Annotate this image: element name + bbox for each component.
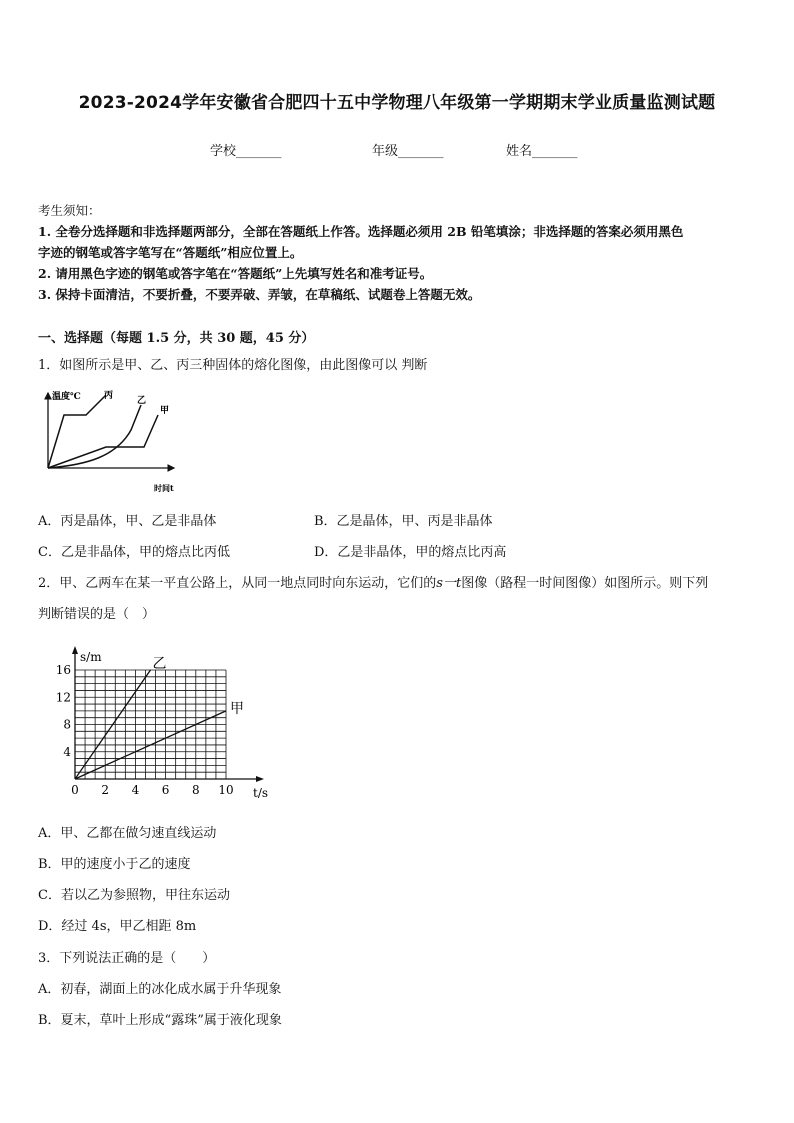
series-label-jia: 甲 [230,700,244,717]
q2-stem-text-end: 图像（路程一时间图像）如图所示。则下列 [461,576,709,591]
q1-stem: 1．如图所示是甲、乙、丙三种固体的熔化图像，由此图像可以 判断 [38,358,428,373]
y-tick-label: 4 [63,744,71,759]
q1-label-bing: 丙 [104,391,114,401]
notice-block [38,200,758,305]
notice-item-1-cont: 字迹的钢笔或答字笔写在“答题纸”相应位置上。 [38,245,303,260]
x-tick-label: 6 [161,783,170,797]
q1-melting-graph [36,385,186,495]
x-tick-label: 0 [71,783,79,797]
q1-curve-jia [48,415,158,468]
x-tick-label: 8 [191,783,200,797]
q1-option-d: D．乙是非晶体，甲的熔点比丙高 [314,545,507,560]
q2-stem-text: 2．甲、乙两车在某一平直公路上，从同一地点同时向东运动，它们的 [38,576,437,591]
section-heading: 一、选择题（每题 1.5 分，共 30 题，45 分） [38,331,315,346]
q1-option-a: A．丙是晶体，甲、乙是非晶体 [38,514,217,529]
y-axis-arrow-icon [72,646,78,654]
q2-st-chart [40,645,280,805]
q2-option-b: B．甲的速度小于乙的速度 [38,857,191,872]
y-tick-label: 16 [55,663,71,677]
q1-y-label: 温度℃ [52,392,81,402]
q2-option-c: C．若以乙为参照物，甲往东运动 [38,888,230,903]
q1-x-label: 时间t [154,483,174,493]
notice-item-1: 1. 全卷分选择题和非选择题两部分，全部在答题纸上作答。选择题必须用 2B 铅笔填涂；非选择题的答案必须用黑色 [38,224,684,239]
x-tick-label: 4 [131,783,140,797]
q1-option-c: C．乙是非晶体，甲的熔点比丙低 [38,545,230,560]
notice-item-2: 2. 请用黑色字迹的钢笔或答字笔在“答题纸”上先填写姓名和准考证号。 [38,266,433,281]
x-axis-label: t/s [253,786,269,800]
page-title: 2023-2024学年安徽省合肥四十五中学物理八年级第一学期期末学业质量监测试题 [78,93,716,113]
chart-ticks [56,663,234,797]
y-axis-label: s/m [80,650,102,664]
q2-option-d: D．经过 4s，甲乙相距 8m [38,919,197,934]
q3-option-a: A．初春，湖面上的冰化成水属于升华现象 [38,982,282,997]
school-field: 学校_______ [210,144,282,159]
q3-option-b: B．夏末，草叶上形成“露珠”属于液化现象 [38,1013,282,1028]
q2-stem-st: s一t [436,576,462,591]
q3-stem: 3．下列说法正确的是（ ） [38,951,216,966]
q2-stem-line2: 判断错误的是（ ） [38,607,156,622]
x-axis-arrow-icon [256,776,264,782]
x-tick-label: 10 [218,783,234,797]
q1-label-jia: 甲 [160,406,170,416]
q1-curve-yi [48,405,141,468]
q2-stem-line1 [38,572,768,591]
name-field: 姓名_______ [506,144,578,159]
y-tick-label: 8 [63,717,71,732]
grade-field: 年级_______ [372,144,444,159]
y-tick-label: 12 [55,690,71,705]
q2-option-a: A．甲、乙都在做匀速直线运动 [38,826,217,841]
q1-label-yi: 乙 [137,396,147,406]
notice-item-3: 3. 保持卡面清洁，不要折叠，不要弄破、弄皱，在草稿纸、试题卷上答题无效。 [38,287,481,302]
x-tick-label: 2 [101,783,110,797]
chart-grid [75,670,226,779]
q1-option-b: B．乙是晶体，甲、丙是非晶体 [314,514,493,529]
chart-axes [72,646,268,800]
notice-heading: 考生须知： [38,203,101,218]
series-label-yi: 乙 [152,656,167,672]
